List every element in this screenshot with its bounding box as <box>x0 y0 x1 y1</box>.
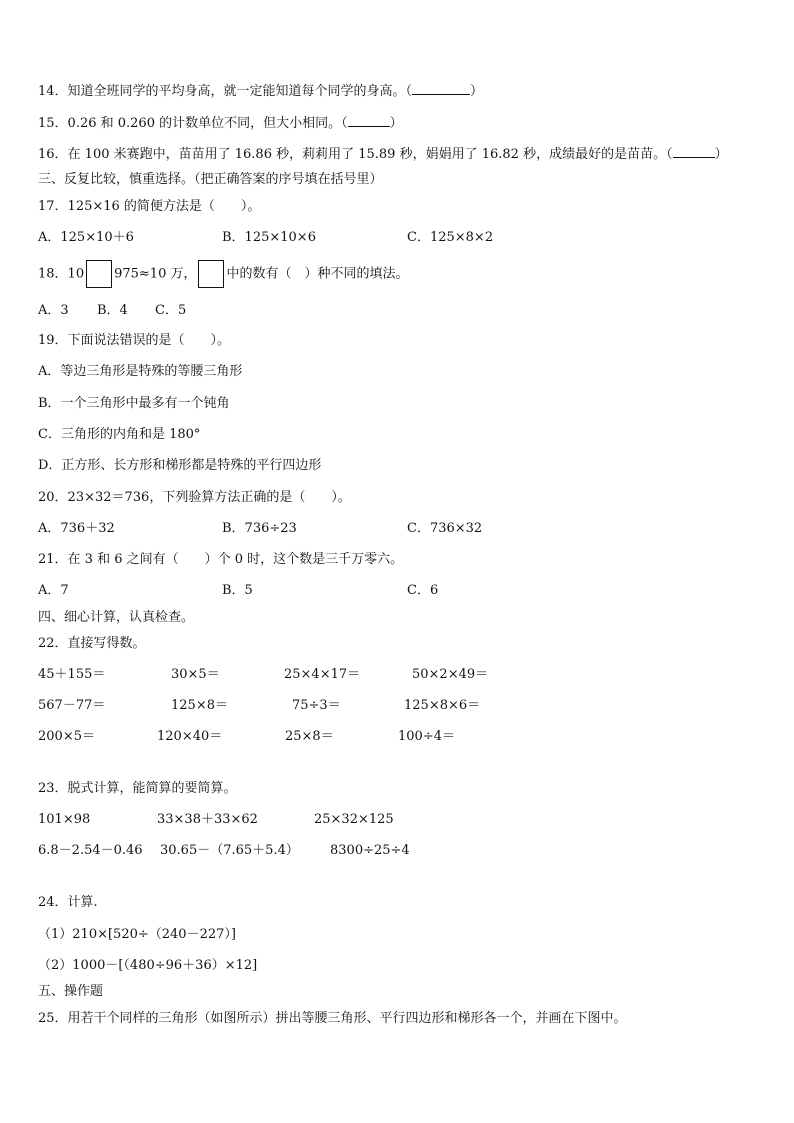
q19-option-b[interactable]: B．一个三角形中最多有一个钝角 <box>38 396 230 411</box>
calc-item: 45＋155＝ <box>38 667 106 682</box>
expression-item: 101×98 <box>38 812 91 827</box>
question-24-part-2: （2）1000－[（480÷96＋36）×12] <box>38 958 258 973</box>
calc-item: 50×2×49＝ <box>412 667 489 682</box>
calc-item: 25×4×17＝ <box>284 667 361 682</box>
q21-option-b[interactable]: B．5 <box>222 583 253 598</box>
q20-option-a[interactable]: A．736＋32 <box>38 521 115 536</box>
question-25: 25．用若干个同样的三角形（如图所示）拼出等腰三角形、平行四边形和梯形各一个，并画在下图中。 <box>38 1011 627 1026</box>
q17-option-a[interactable]: A．125×10＋6 <box>38 230 134 245</box>
q20-option-c[interactable]: C．736×32 <box>407 521 483 536</box>
q19-option-d[interactable]: D．正方形、长方形和梯形都是特殊的平行四边形 <box>38 458 322 473</box>
expression-item: 6.8－2.54－0.46 <box>38 843 143 858</box>
calc-item: 125×8×6＝ <box>404 698 481 713</box>
question-18: 18．10 975≈10 万， 中的数有（ ）种不同的填法。 <box>38 260 409 289</box>
digit-box-reference <box>198 260 224 288</box>
section-4-heading: 四、细心计算，认真检查。 <box>38 610 195 625</box>
calc-item: 125×8＝ <box>171 698 228 713</box>
digit-box[interactable] <box>86 260 112 288</box>
calc-item: 75÷3＝ <box>292 698 341 713</box>
calc-item: 120×40＝ <box>157 729 223 744</box>
question-22: 22．直接写得数。 <box>38 636 146 651</box>
section-5-heading: 五、操作题 <box>38 984 104 999</box>
question-23: 23．脱式计算，能简算的要简算。 <box>38 781 237 796</box>
answer-blank-14[interactable] <box>412 82 470 95</box>
section-3-heading: 三、反复比较，慎重选择。（把正确答案的序号填在括号里） <box>38 172 383 187</box>
q21-option-a[interactable]: A．7 <box>38 583 69 598</box>
question-24-part-1: （1）210×[520÷（240－227）] <box>38 927 236 942</box>
q18-option-c[interactable]: C．5 <box>155 303 187 318</box>
expression-item: 30.65－（7.65＋5.4） <box>160 843 299 858</box>
q20-option-b[interactable]: B．736÷23 <box>222 521 297 536</box>
question-21: 21．在 3 和 6 之间有（ ）个 0 时，这个数是三千万零六。 <box>38 552 404 567</box>
question-15: 15．0.26 和 0.260 的计数单位不同，但大小相同。（ ） <box>38 116 403 131</box>
calc-item: 200×5＝ <box>38 729 95 744</box>
answer-blank-15[interactable] <box>348 114 390 127</box>
question-16: 16．在 100 米赛跑中，苗苗用了 16.86 秒，莉莉用了 15.89 秒，娟娟用了 16.82 秒，成绩最好的是苗苗。（ ） <box>38 147 728 162</box>
expression-item: 8300÷25÷4 <box>330 843 410 858</box>
question-16-text: 16．在 100 米赛跑中，苗苗用了 16.86 秒，莉莉用了 15.89 秒，娟娟用了 16.82 秒，成绩最好的是苗苗。（ <box>38 147 673 162</box>
answer-blank-16[interactable] <box>673 145 715 158</box>
q19-option-c[interactable]: C．三角形的内角和是 180° <box>38 427 201 442</box>
calc-item: 100÷4＝ <box>398 729 455 744</box>
q21-option-c[interactable]: C．6 <box>407 583 439 598</box>
q17-option-b[interactable]: B．125×10×6 <box>222 230 316 245</box>
question-24: 24．计算. <box>38 895 98 910</box>
q17-option-c[interactable]: C．125×8×2 <box>407 230 494 245</box>
question-19: 19．下面说法错误的是（ ）。 <box>38 333 231 348</box>
calc-item: 30×5＝ <box>171 667 220 682</box>
expression-item: 25×32×125 <box>314 812 394 827</box>
question-17: 17．125×16 的简便方法是（ ）。 <box>38 199 261 214</box>
q19-option-a[interactable]: A．等边三角形是特殊的等腰三角形 <box>38 364 243 379</box>
q18-option-b[interactable]: B．4 <box>97 303 128 318</box>
question-15-text: 15．0.26 和 0.260 的计数单位不同，但大小相同。（ <box>38 116 348 131</box>
expression-item: 33×38＋33×62 <box>157 812 258 827</box>
question-14: 14．知道全班同学的平均身高，就一定能知道每个同学的身高。（ ） <box>38 84 484 99</box>
calc-item: 25×8＝ <box>285 729 334 744</box>
question-20: 20．23×32＝736，下列验算方法正确的是（ ）。 <box>38 490 351 505</box>
q18-option-a[interactable]: A．3 <box>38 303 69 318</box>
question-14-text: 14．知道全班同学的平均身高，就一定能知道每个同学的身高。（ <box>38 84 413 99</box>
calc-item: 567－77＝ <box>38 698 106 713</box>
